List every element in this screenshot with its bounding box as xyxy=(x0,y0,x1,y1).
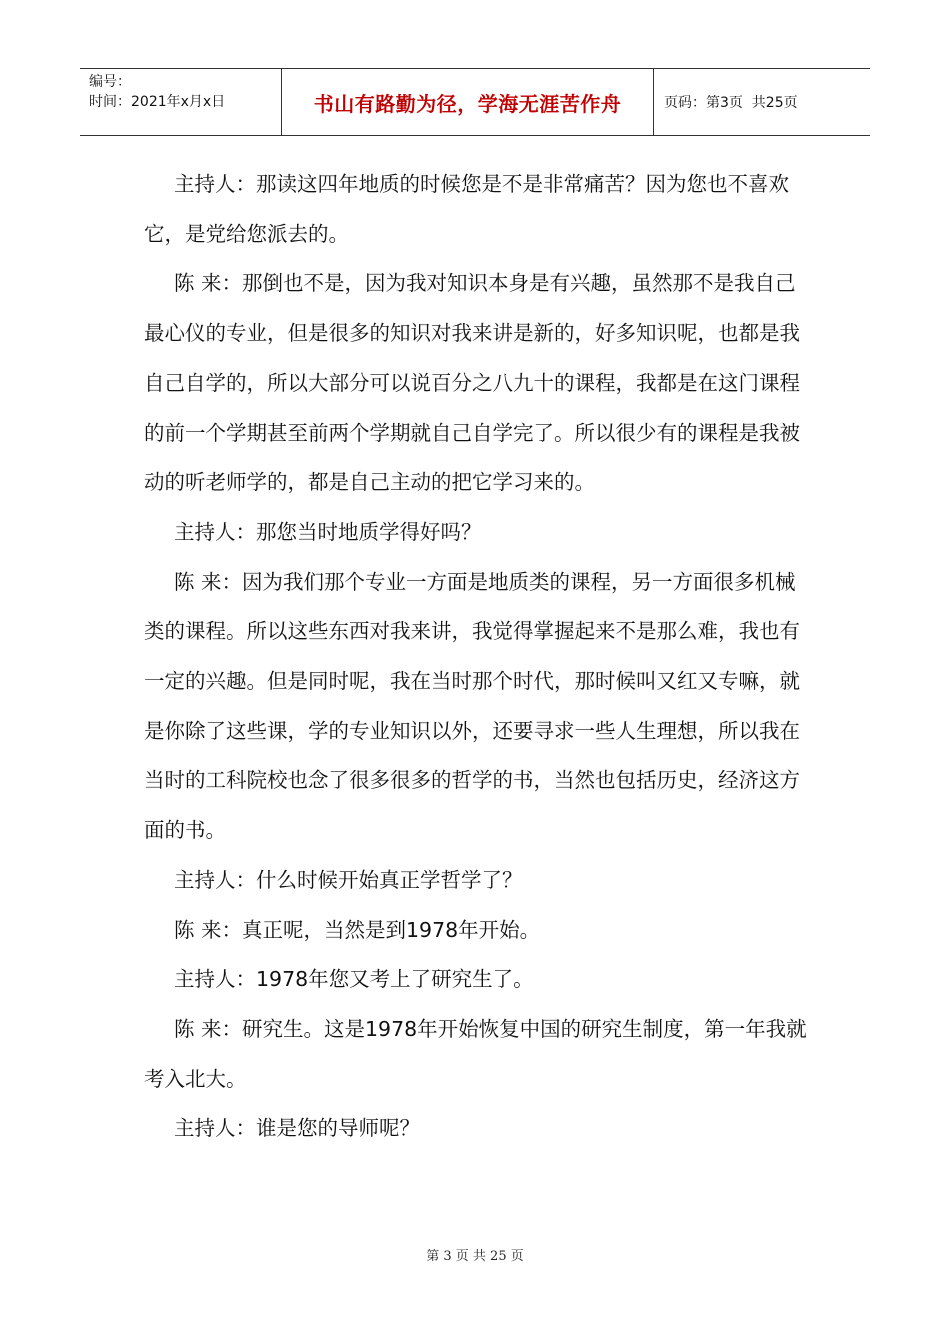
paragraph: 陈 来：真正呢，当然是到1978年开始。 xyxy=(174,917,541,942)
document-number-label: 编号： xyxy=(89,74,131,90)
interview-transcript xyxy=(144,160,810,1154)
paragraph: 陈 来：因为我们那个专业一方面是地质类的课程，另一方面很多机械类的课程。所以这些东西对我来讲，我觉得掌握起来不是那么难，我也有一定的兴趣。但是同时呢，我在当时那个时代，那时候叫又红又专嘛，就是你除了这些课，学的专业知识以外，还要寻求一些人生理想，所以我在当时的工科院校也念了很多很多的哲学的书，当然也包括历史，经济这方面的书。 xyxy=(144,569,800,843)
paragraph: 主持人：那读这四年地质的时候您是不是非常痛苦？因为您也不喜欢它，是党给您派去的。 xyxy=(144,172,789,246)
paragraph: 主持人：那您当时地质学得好吗？ xyxy=(174,519,482,544)
header-meta-cell xyxy=(80,69,282,135)
paragraph: 陈 来：研究生。这是1978年开始恢复中国的研究生制度，第一年我就考入北大。 xyxy=(144,1016,807,1091)
paragraph: 主持人：谁是您的导师呢？ xyxy=(174,1116,420,1141)
page-footer: 第 3 页 共 25 页 xyxy=(426,1249,524,1264)
page-header xyxy=(80,68,870,136)
header-motto: 书山有路勤为径，学海无涯苦作舟 xyxy=(282,69,654,135)
document-date-label: 时间：2021年x月x日 xyxy=(89,94,226,110)
paragraph: 主持人：1978年您又考上了研究生了。 xyxy=(174,967,534,992)
paragraph: 主持人：什么时候开始真正学哲学了？ xyxy=(174,867,523,892)
paragraph: 陈 来：那倒也不是，因为我对知识本身是有兴趣，虽然那不是我自己最心仪的专业，但是很多的知识对我来讲是新的，好多知识呢，也都是我自己自学的，所以大部分可以说百分之八九十的课程，我都是在这门课程的前一个学期甚至前两个学期就自己自学完了。所以很少有的课程是我被动的听老师学的，都是自己主动的把它学习来的。 xyxy=(144,271,800,495)
header-page-info: 页码：第3页 共25页 xyxy=(664,95,798,111)
